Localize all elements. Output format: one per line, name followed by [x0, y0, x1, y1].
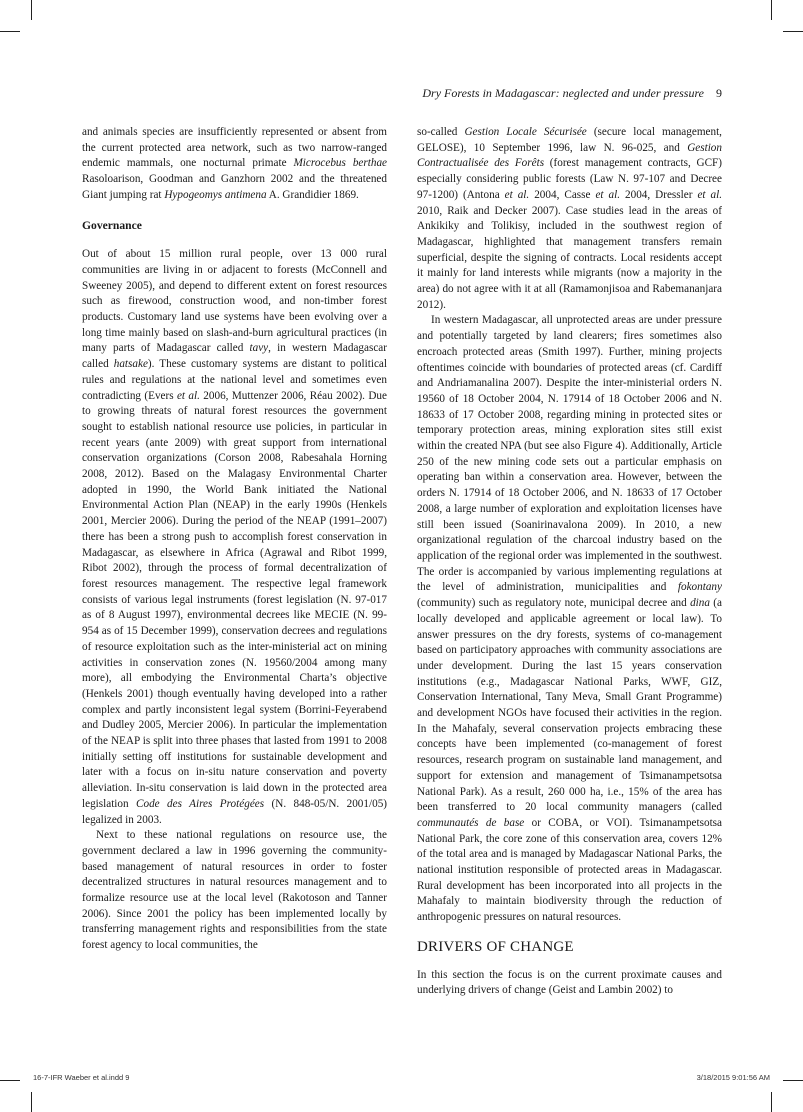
text-run: 2004, Casse [529, 188, 596, 201]
page-number: 9 [716, 86, 722, 100]
crop-mark [0, 31, 20, 32]
text-run: 2010, Raik and Decker 2007). Case studies lead in the areas of Ankikiky and Tolikisy, included in the southwest region of Madagascar, highlighted that management transfers remain superficial, despite the signing of contracts. Local residents accept it mainly for land interests while migrants (now a majority in the area) do not agree with it at all (Ramamonjisoa and Rabemananjara 2012). [417, 204, 722, 311]
italic-run: Code des Aires Protégées [136, 797, 265, 810]
footer-timestamp: 3/18/2015 9:01:56 AM [696, 1073, 770, 1082]
italic-run: communautés de base [417, 816, 525, 829]
text-run: ). These customary systems are distant to political rules and regulations at the national level and sometimes even contradicting (Evers [82, 358, 387, 402]
text-run: and animals species are insufficiently represented or absent from the current protected area network, such as two narrow-ranged endemic mammals, one nocturnal primate [82, 126, 387, 170]
section-heading-governance: Governance [82, 218, 142, 232]
footer-file-name: 16-7-IFR Waeber et al.indd 9 [33, 1073, 130, 1082]
paragraph-drivers [417, 968, 722, 999]
crop-mark [771, 1092, 772, 1112]
italic-run: Hypogeomys antimena [164, 188, 267, 201]
text-run: (forest management contracts, GCF) especially considering public forests (Law N. 97-107 and Decree 97-1200) (Antona [417, 157, 722, 201]
italic-run: fokontany [677, 581, 722, 594]
italic-run: et al. [504, 188, 530, 201]
italic-run: Microcebus berthae [293, 157, 387, 170]
crop-mark [771, 0, 772, 20]
text-run: Rasoloarison, Goodman and Ganzhorn 2002 and the threatened Giant jumping rat [82, 173, 387, 201]
italic-run: dina [690, 597, 710, 610]
crop-mark [783, 1080, 803, 1081]
text-run: , in western Madagascar called [82, 342, 387, 371]
text-run: 2006, Muttenzer 2006, Réau 2002). Due to growing threats of natural forest resources the government sought to establish national resource use policies, in particular in recent years (ante 2009) with great support from international conservation organizations (Corson 2008, Rabesahala Horning 2008, 2012). Based on the Malagasy Environmental Charter adopted in 1990, the World Bank initiated the National Environmental Action Plan (NEAP) in the early 1990s (Henkels 2001, Mercier 2006). During the period of the NEAP (1991–2007) there has been a strong push to accomplish forest conservation in Madagascar, as elsewhere in Africa (Agrawal and Ribot 1999, Ribot 2002), through the process of formal decentralization of forest resources management. The respective legal framework consists of various legal instruments (forest legislation (N. 97-017 as of 8 August 1997), environmental decrees like MECIE (N. 99-954 as of 15 December 1999), conservation decrees and regulations of resource exploitation such as the inter-ministerial act on mining activities in conservation zones (N. 19560/2004 among many more), all embodying the Environmental Charta’s objective (Henkels 2001) though eventually having developed into a rather complex and partly inconsistent legal system (Borrini-Feyerabend and Dudley 2005, Mercier 2006). In particular the implementation of the NEAP is split into three phases that lasted from 1991 to 2008 initially setting off institutions for sustainable development and later with a focus on in-situ nature conservation and poverty alleviation. In-situ conservation is laid down in the protected area legislation [82, 389, 387, 810]
crop-mark [0, 1080, 20, 1081]
section-heading-drivers: DRIVERS OF CHANGE [417, 938, 574, 955]
right-column [417, 125, 722, 999]
text-run: or COBA, or VOI). Tsimanampetsotsa National Park, the core zone of this conservation area, covers 12% of the total area and is managed by Madagascar National Parks, the national institution responsible of protected areas in Madagascar. Rural development has been incorporated into all projects in the Mahafaly to maintain biodiversity through the reduction of anthropogenic pressures on natural resources. [417, 816, 722, 924]
italic-run: Gestion Contractualisée des Forêts [417, 141, 722, 170]
text-run: In this section the focus is on the current proximate causes and underlying drivers of change (Geist and Lambin 2002) to [417, 968, 722, 997]
text-run: A. Grandidier 1869. [266, 188, 359, 201]
paragraph-continued [82, 125, 387, 204]
crop-mark [31, 0, 32, 20]
italic-run: Gestion Locale Sécurisée [464, 126, 587, 138]
italic-run: et al. [697, 188, 722, 201]
text-run: Next to these national regulations on resource use, the government declared a law in 1996 governing the community-based management of natural resources in order to foster decentralized structures in natural resources management and to formalize resource use at the local level (Rakotoson and Tanner 2006). Since 2001 the policy has been implemented locally by transferring management rights and responsibilities from the state forest agency to local communities, the [82, 829, 387, 952]
crop-mark [31, 1092, 32, 1112]
italic-run: et al. [176, 389, 200, 402]
italic-run: et al. [595, 188, 621, 201]
paragraph-western-madagascar [417, 313, 722, 925]
running-header [80, 86, 722, 101]
text-run: so-called [417, 126, 465, 138]
text-run: In western Madagascar, all unprotected areas are under pressure and potentially targeted by land clearers; fires sometimes also encroach protected areas (Smith 1997). Further, mining projects oftentimes coincide with boundaries of protected areas (cf. Cardiff and Andriamanalina 2007). Despite the inter-ministerial orders N. 19560 of 18 October 2004, N. 17914 of 18 October 2006 and N. 18633 of 17 October 2008, regarding mining in protected sites or temporary protection areas, mining exploration sites still exist within the created NPA (but see also Figure 4). Additionally, Article 250 of the new mining code sets out a particular emphasis on operating ban within a conservation area. However, between the orders N. 17914 of 18 October 2006, and N. 18633 of 17 October 2008, a large number of exploration and exploitation licenses have still been issued (Soanirinavalona 2009). In 2010, a new organizational regulation of the charcoal industry based on the application of the regional order was implemented in the southwest. The order is accompanied by various implementing regulations at the level of administration, municipalities and [417, 314, 722, 594]
italic-run: hatsake [113, 358, 148, 371]
text-run: (secure local management, GELOSE), 10 September 1996, law N. 96-025, and [417, 126, 722, 154]
text-run: (N. 848-05/N. 2001/05) legalized in 2003. [82, 797, 388, 826]
crop-mark [783, 31, 803, 32]
italic-run: tavy [249, 342, 269, 355]
paragraph-continued-right [417, 125, 722, 313]
text-run: (a locally developed and applicable agreement or local law). To answer pressures on the dry forests, systems of co-management based on participatory approaches with community associations are under development. During the last 15 years conservation institutions (e.g., Madagascar National Parks, WWF, GIZ, Conservation International, Tany Meva, Small Grant Programme) and development NGOs have focused their activities in the region. In the Mahafaly, several conservation projects embracing these concepts have been implemented (co-management of forest resources, research program on sustainable land management, and support for extension and management of Tsimanampetsotsa National Park). As a result, 260 000 ha, i.e., 15% of the area has been transferred to 20 local community managers (called [417, 597, 723, 814]
text-run: Out of about 15 million rural people, over 13 000 rural communities are living in or adjacent to forests (McConnell and Sweeney 2005), and depend to different extent on forest resources such as firewood, construction wood, and non-timber forest products. Customary land use systems have been evolving over a long time mainly based on slash-and-burn agricultural practices (in many parts of Madagascar called [82, 248, 387, 355]
paragraph-governance [82, 247, 387, 828]
text-run: (community) such as regulatory note, municipal decree and [417, 597, 691, 610]
text-run: 2004, Dressler [620, 188, 698, 201]
running-title: Dry Forests in Madagascar: neglected and under pressure [422, 86, 704, 100]
left-column [82, 125, 387, 954]
paragraph-next-regulations [82, 828, 387, 954]
